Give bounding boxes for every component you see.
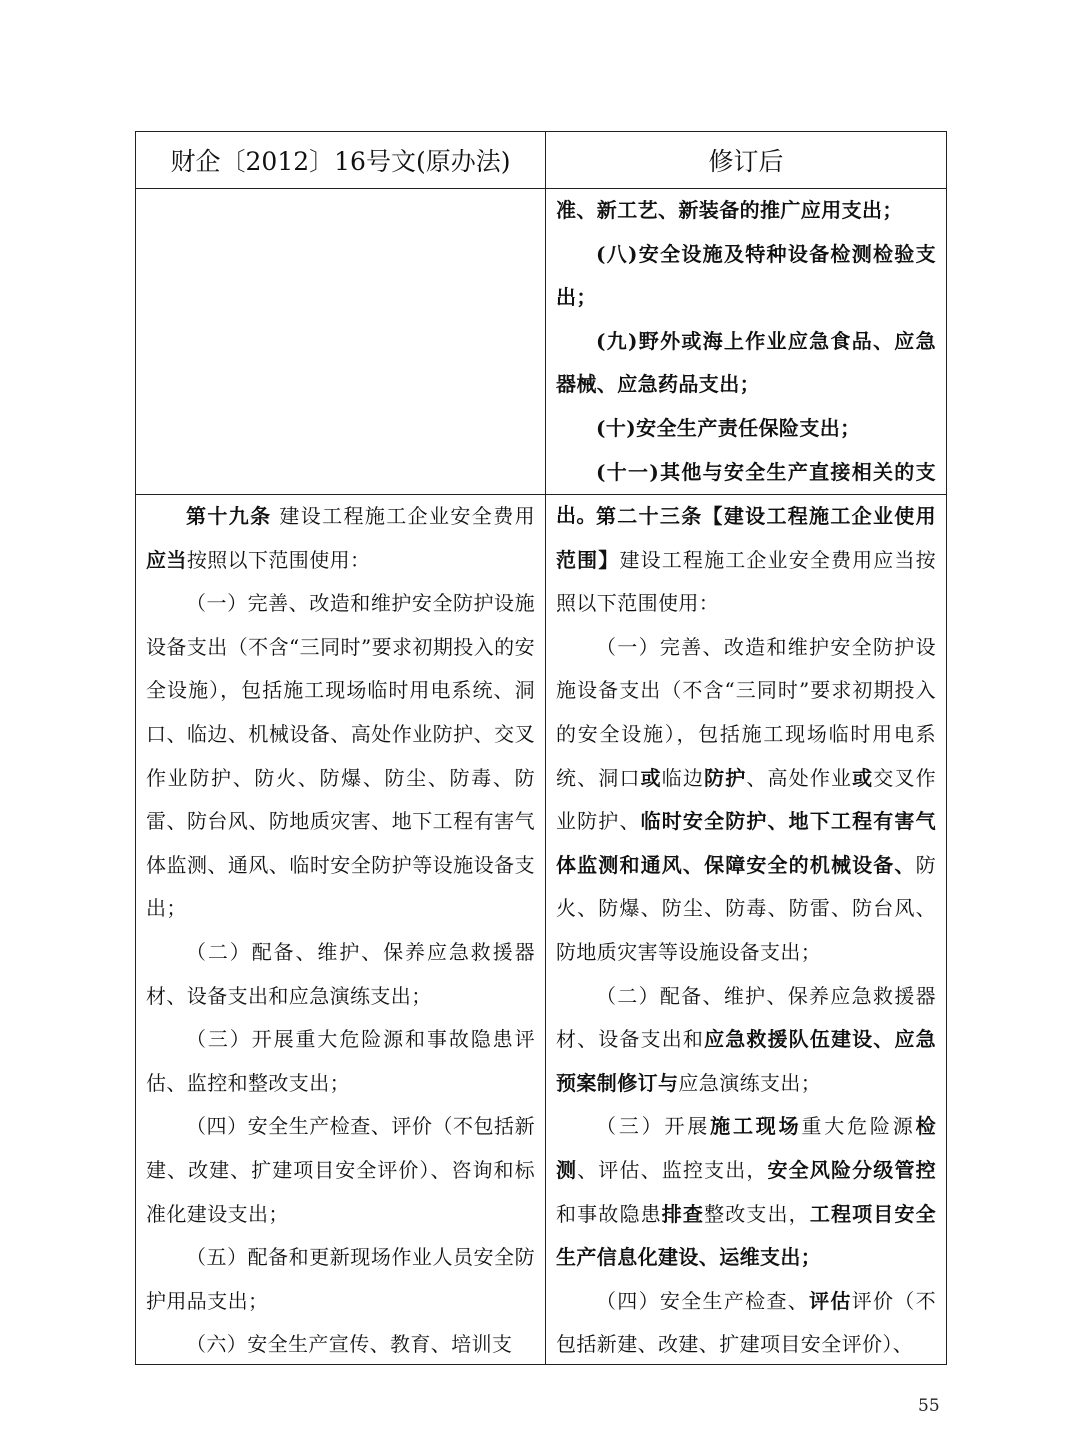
revised-text-run: (八)安全设施及特种设备检测检验支出； xyxy=(556,241,936,310)
revised-text-run: 第二十三条【建设工程施工企业使用范围】 xyxy=(556,504,936,572)
revised-text-run: 、高处作业 xyxy=(746,765,853,790)
revised-text-run: 交叉作业防护、 xyxy=(556,765,936,834)
revised-text-run: 重大危险源 xyxy=(801,1114,916,1139)
revised-paragraph xyxy=(556,1280,936,1367)
original-paragraph xyxy=(146,1236,535,1323)
page-number: 55 xyxy=(918,1396,940,1416)
revised-text-run: 建设工程施工企业安全费用应当按照以下范围使用： xyxy=(556,547,937,616)
revised-text-run: 应急演练支出； xyxy=(678,1070,822,1095)
original-paragraph xyxy=(146,495,535,582)
revised-text-run: 评估 xyxy=(809,1288,852,1313)
revised-text-run: 临时安全防护、地下工程有害气体监测和通风、保障安全的机械设备、 xyxy=(556,809,936,877)
original-paragraph xyxy=(146,1018,535,1105)
original-text-run: 建设工程施工企业安全费用 xyxy=(271,504,535,528)
revised-paragraph xyxy=(556,975,936,1106)
original-paragraph xyxy=(146,931,535,1018)
revised-text-run: 临边 xyxy=(661,765,705,790)
revised-paragraph xyxy=(556,320,936,407)
revised-text-run: (十一)其他与安全生产直接相关的支出。 xyxy=(556,459,936,528)
revised-text-run: (九)野外或海上作业应急食品、应急器械、应急药品支出； xyxy=(556,328,936,397)
revised-text-run: 、评估、监控支出， xyxy=(577,1157,768,1182)
revised-text-run: 或 xyxy=(640,765,662,790)
header-right: 修订后 xyxy=(708,147,784,176)
original-paragraph xyxy=(146,582,535,931)
revised-text-run: 和事故隐患 xyxy=(556,1201,662,1226)
revised-text-run: 防护 xyxy=(704,765,747,790)
revised-text-run: 施工现场 xyxy=(710,1114,802,1139)
revised-paragraph xyxy=(556,626,936,975)
revised-text-run: 或 xyxy=(852,765,874,790)
original-text-run: （二）配备、维护、保养应急救援器材、设备支出和应急演练支出； xyxy=(146,939,535,1008)
revised-text-run: 应急救援队伍建设、应急预案制修订与 xyxy=(556,1027,936,1095)
revised-text-run: 工程项目安全生产信息化建设、运维支出； xyxy=(556,1201,937,1270)
header-left: 财企〔2012〕16号文(原办法) xyxy=(170,147,511,176)
original-paragraph xyxy=(146,1323,535,1367)
revised-text-run: 整改支出， xyxy=(704,1201,810,1226)
revised-text-run: (十)安全生产责任保险支出； xyxy=(596,415,861,440)
row2-left-cell xyxy=(146,495,535,1367)
revised-paragraph xyxy=(556,407,936,451)
original-text-run: （五）配备和更新现场作业人员安全防护用品支出； xyxy=(146,1245,535,1313)
revised-paragraph xyxy=(556,189,936,233)
revised-text-run: （三）开展 xyxy=(596,1114,711,1139)
revised-text-run: （二）配备、维护、保养应急救援器材、设备支出和 xyxy=(556,983,936,1052)
row1-right-cell xyxy=(556,189,936,538)
revised-text-run: （一）完善、改造和维护安全防护设施设备支出（不含“三同时”要求初期投入的安全设施），包括施工现场临时用电系统、洞口 xyxy=(556,634,936,790)
original-text-run: 第十九条 xyxy=(186,504,272,528)
revised-text-run: 安全风险分级管控 xyxy=(767,1157,936,1182)
revised-text-run: 防火、防爆、防尘、防毒、防雷、防台风、防地质灾害等设施设备支出； xyxy=(556,852,936,964)
revised-text-run: 检测 xyxy=(556,1114,936,1182)
original-paragraph xyxy=(146,1105,535,1236)
comparison-table xyxy=(135,131,947,1365)
original-text-run: （一）完善、改造和维护安全防护设施设备支出（不含“三同时”要求初期投入的安全设施），包括施工现场临时用电系统、洞口、临边、机械设备、高处作业防护、交叉作业防护、防火、防爆、防尘、防毒、防雷、防台风、防地质灾害、地下工程有害气体监测、通风、临时安全防护等设施设备支出； xyxy=(146,591,535,921)
revised-paragraph xyxy=(556,495,936,626)
original-text-run: 应当 xyxy=(146,547,187,572)
revised-text-run: （四）安全生产检查、 xyxy=(596,1288,810,1313)
revised-text-run: 排查 xyxy=(661,1201,705,1226)
column-divider xyxy=(545,132,546,1364)
original-text-run: （三）开展重大危险源和事故隐患评估、监控和整改支出； xyxy=(146,1027,535,1095)
original-text-run: （六）安全生产宣传、教育、培训支 xyxy=(186,1332,513,1357)
original-text-run: （四）安全生产检查、评价（不包括新建、改建、扩建项目安全评价）、咨询和标准化建设支出； xyxy=(146,1114,535,1226)
revised-text-run: 准、新工艺、新装备的推广应用支出； xyxy=(556,198,903,222)
revised-paragraph xyxy=(556,233,936,320)
revised-paragraph xyxy=(556,1105,936,1279)
original-text-run: 按照以下范围使用： xyxy=(186,547,371,572)
revised-text-run: 评价（不包括新建、改建、扩建项目安全评价）、 xyxy=(556,1288,937,1357)
row2-right-cell xyxy=(556,495,936,1367)
